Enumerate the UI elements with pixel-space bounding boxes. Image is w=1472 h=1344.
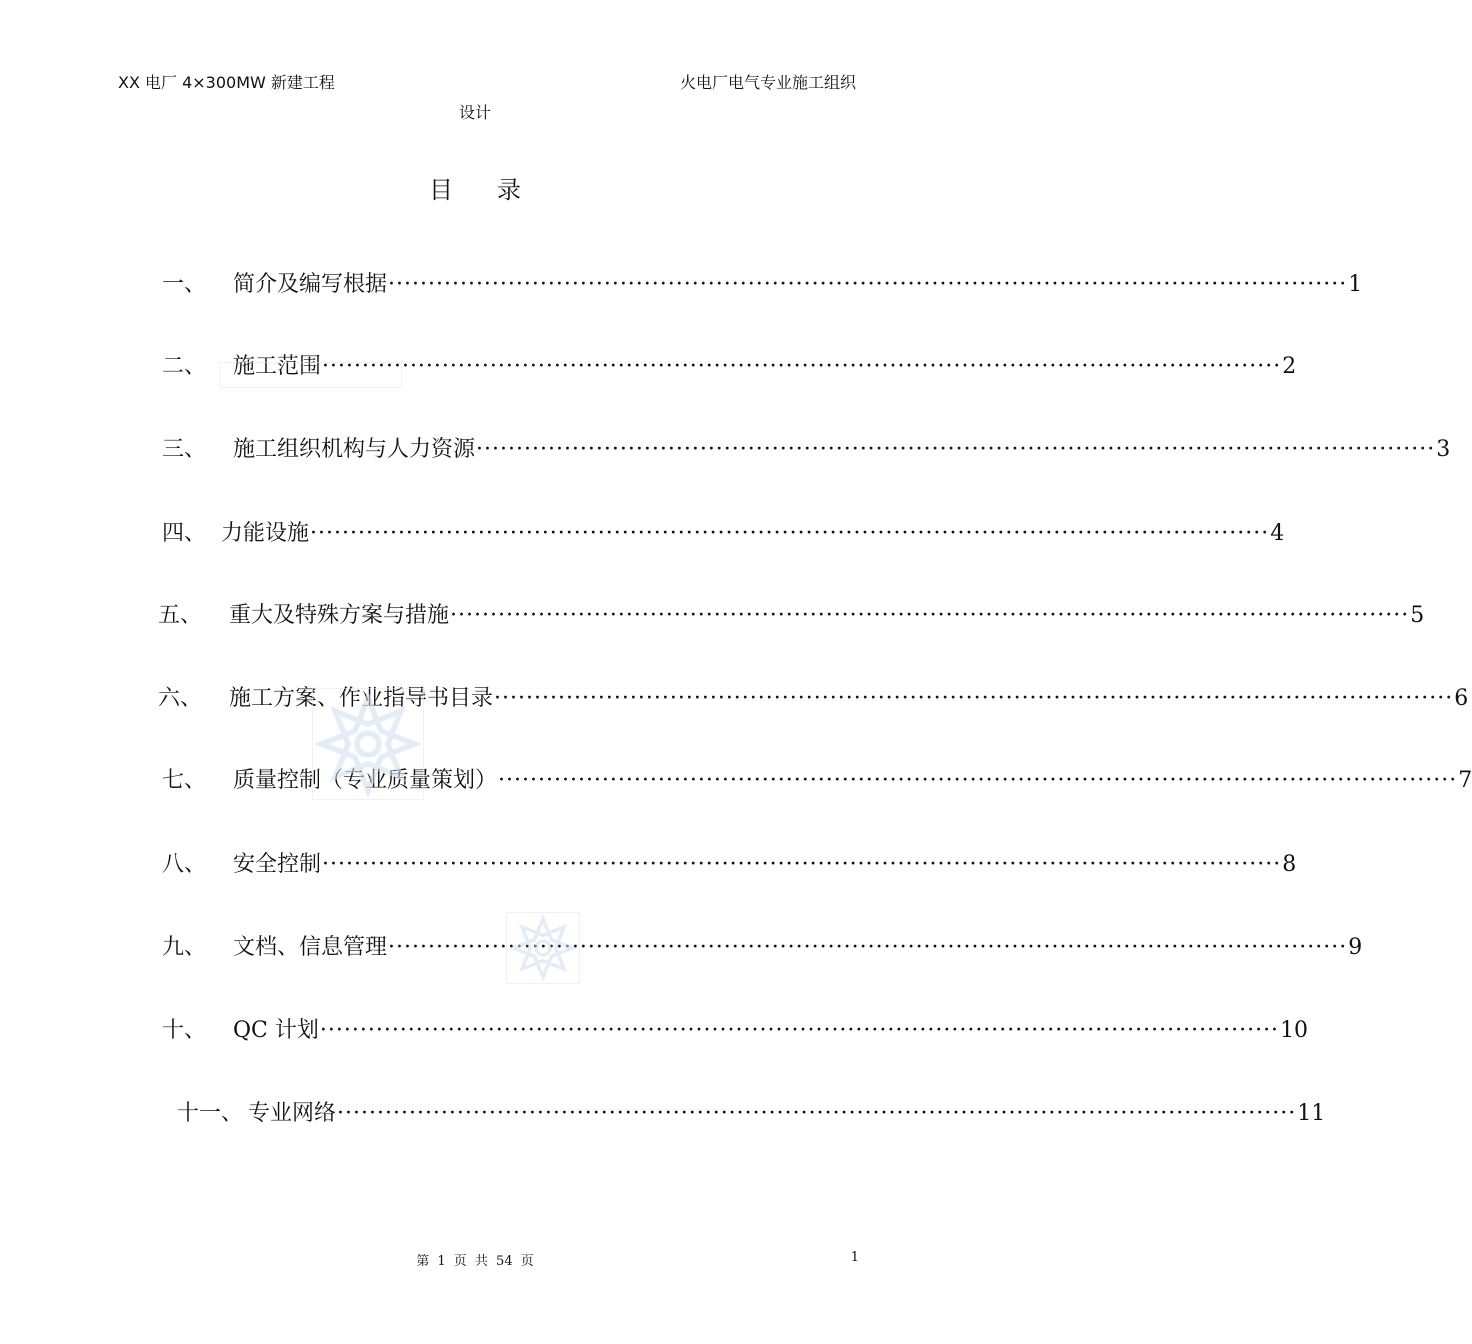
toc-entry-label: 施工范围 [233, 354, 322, 379]
toc-entry-page: 7 [1458, 768, 1472, 793]
toc-entry[interactable] [162, 434, 1451, 466]
page-title: 目录 [429, 176, 565, 204]
toc-entry-label: 力能设施 [221, 521, 310, 546]
toc-entry-number: 二、 [162, 354, 207, 379]
toc-leader-dots: ························································································································ [322, 354, 1282, 379]
toc-entry[interactable] [158, 600, 1425, 632]
toc-entry-number: 八、 [162, 852, 207, 877]
toc-leader-dots: ························································································································ [450, 603, 1410, 628]
page-counter: 第 1 页 共 54 页 [416, 1254, 534, 1269]
toc-entry-label: 施工方案、作业指导书目录 [229, 686, 494, 711]
toc-leader-dots: ························································································································ [498, 768, 1458, 793]
toc-entry-label: 安全控制 [233, 852, 322, 877]
toc-entry-label: 重大及特殊方案与措施 [229, 603, 450, 628]
toc-entry-number: 十一、 [177, 1101, 244, 1126]
toc-entry-number: 三、 [162, 437, 207, 462]
toc-leader-dots: ························································································································ [388, 935, 1348, 960]
toc-leader-dots: ························································································································ [310, 521, 1270, 546]
toc-leader-dots: ························································································································ [322, 852, 1282, 877]
watermark-snowflake-icon [312, 688, 424, 800]
toc-entry-label: 文档、信息管理 [233, 935, 388, 960]
toc-entry-page: 1 [1348, 272, 1363, 297]
toc-leader-dots: ························································································································ [388, 272, 1348, 297]
toc-leader-dots: ························································································································ [476, 437, 1436, 462]
toc-entry-label: 专业网络 [248, 1101, 337, 1126]
toc-entry-number: 十、 [162, 1018, 207, 1043]
toc-entry-number: 六、 [158, 686, 203, 711]
snowflake-logo-icon [313, 689, 423, 799]
header-project-name: XX 电厂 4×300MW 新建工程 [118, 73, 335, 92]
toc-entry[interactable] [162, 849, 1297, 881]
snowflake-logo-icon [507, 913, 579, 983]
watermark-snowflake-icon [506, 912, 580, 984]
toc-leader-dots: ························································································································ [319, 1018, 1280, 1043]
toc-entry-page: 3 [1436, 437, 1451, 462]
toc-entry[interactable] [177, 1098, 1326, 1130]
toc-entry[interactable] [162, 932, 1363, 964]
toc-entry-label: 质量控制（专业质量策划） [233, 768, 498, 793]
toc-entry-number: 一、 [162, 272, 207, 297]
toc-entry-page: 6 [1454, 686, 1469, 711]
toc-entry[interactable] [158, 683, 1469, 715]
toc-entry-page: 4 [1270, 521, 1285, 546]
header-document-type-continuation: 设计 [458, 103, 491, 122]
toc-entry[interactable] [162, 518, 1285, 550]
header-document-type: 火电厂电气专业施工组织 [679, 73, 856, 92]
toc-entry-page: 9 [1348, 935, 1363, 960]
toc-entry-page: 2 [1282, 354, 1297, 379]
toc-entry-label: 施工组织机构与人力资源 [233, 437, 476, 462]
toc-entry-label: 简介及编写根据 [233, 272, 388, 297]
toc-leader-dots: ························································································································ [494, 686, 1454, 711]
toc-entry-number: 五、 [158, 603, 203, 628]
toc-entry[interactable] [162, 1015, 1309, 1047]
toc-entry[interactable] [162, 269, 1363, 301]
toc-entry-number: 七、 [162, 768, 207, 793]
watermark-box [219, 362, 402, 388]
toc-entry-label: QC 计划 [233, 1018, 319, 1043]
toc-leader-dots: ························································································································ [337, 1101, 1297, 1126]
toc-entry[interactable] [162, 765, 1472, 797]
toc-entry-page: 8 [1282, 852, 1297, 877]
toc-entry-page: 5 [1410, 603, 1425, 628]
toc-entry-page: 11 [1297, 1101, 1326, 1126]
toc-entry-page: 10 [1280, 1018, 1309, 1043]
toc-entry-number: 四、 [162, 521, 207, 546]
page-number: 1 [850, 1250, 859, 1265]
toc-entry-number: 九、 [162, 935, 207, 960]
